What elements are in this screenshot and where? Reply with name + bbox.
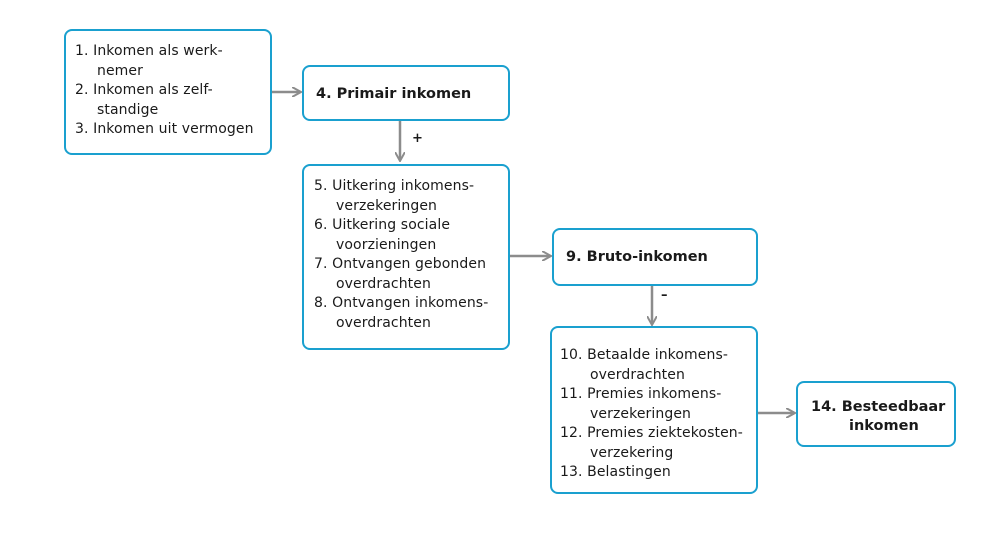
- transfer-out-item: 13. Belastingen: [560, 464, 671, 480]
- transfer-out-item: 10. Betaalde inkomens- overdrachten: [560, 347, 729, 383]
- income-sources-list: [75, 42, 262, 140]
- source-item: 3. Inkomen uit vermogen: [75, 121, 254, 137]
- gross-income-box: [552, 228, 758, 286]
- transfers-out-box: [550, 326, 758, 494]
- transfer-in-item: 5. Uitkering inkomens- verzekeringen: [314, 178, 475, 214]
- plus-sign: +: [412, 131, 423, 146]
- transfer-in-item: 6. Uitkering sociale voorzieningen: [314, 217, 451, 253]
- primary-income-label: 4. Primair inkomen: [316, 86, 472, 102]
- disposable-income-label: 14. Besteedbaar inkomen: [811, 399, 946, 434]
- gross-income-label: 9. Bruto-inkomen: [566, 249, 708, 265]
- disposable-income-box: [796, 381, 956, 447]
- transfer-in-item: 7. Ontvangen gebonden overdrachten: [314, 256, 487, 292]
- source-item: 2. Inkomen als zelf- standige: [75, 82, 213, 118]
- income-sources-box: [64, 29, 272, 155]
- source-item: 1. Inkomen als werk- nemer: [75, 43, 223, 79]
- transfer-out-item: 11. Premies inkomens- verzekeringen: [560, 386, 722, 422]
- transfer-out-item: 12. Premies ziektekosten- verzekering: [560, 425, 743, 461]
- transfers-out-list: [560, 346, 752, 483]
- minus-sign: –: [661, 288, 668, 303]
- primary-income-box: [302, 65, 510, 121]
- transfers-in-list: [314, 177, 502, 333]
- transfer-in-item: 8. Ontvangen inkomens- overdrachten: [314, 295, 489, 331]
- transfers-in-box: [302, 164, 510, 350]
